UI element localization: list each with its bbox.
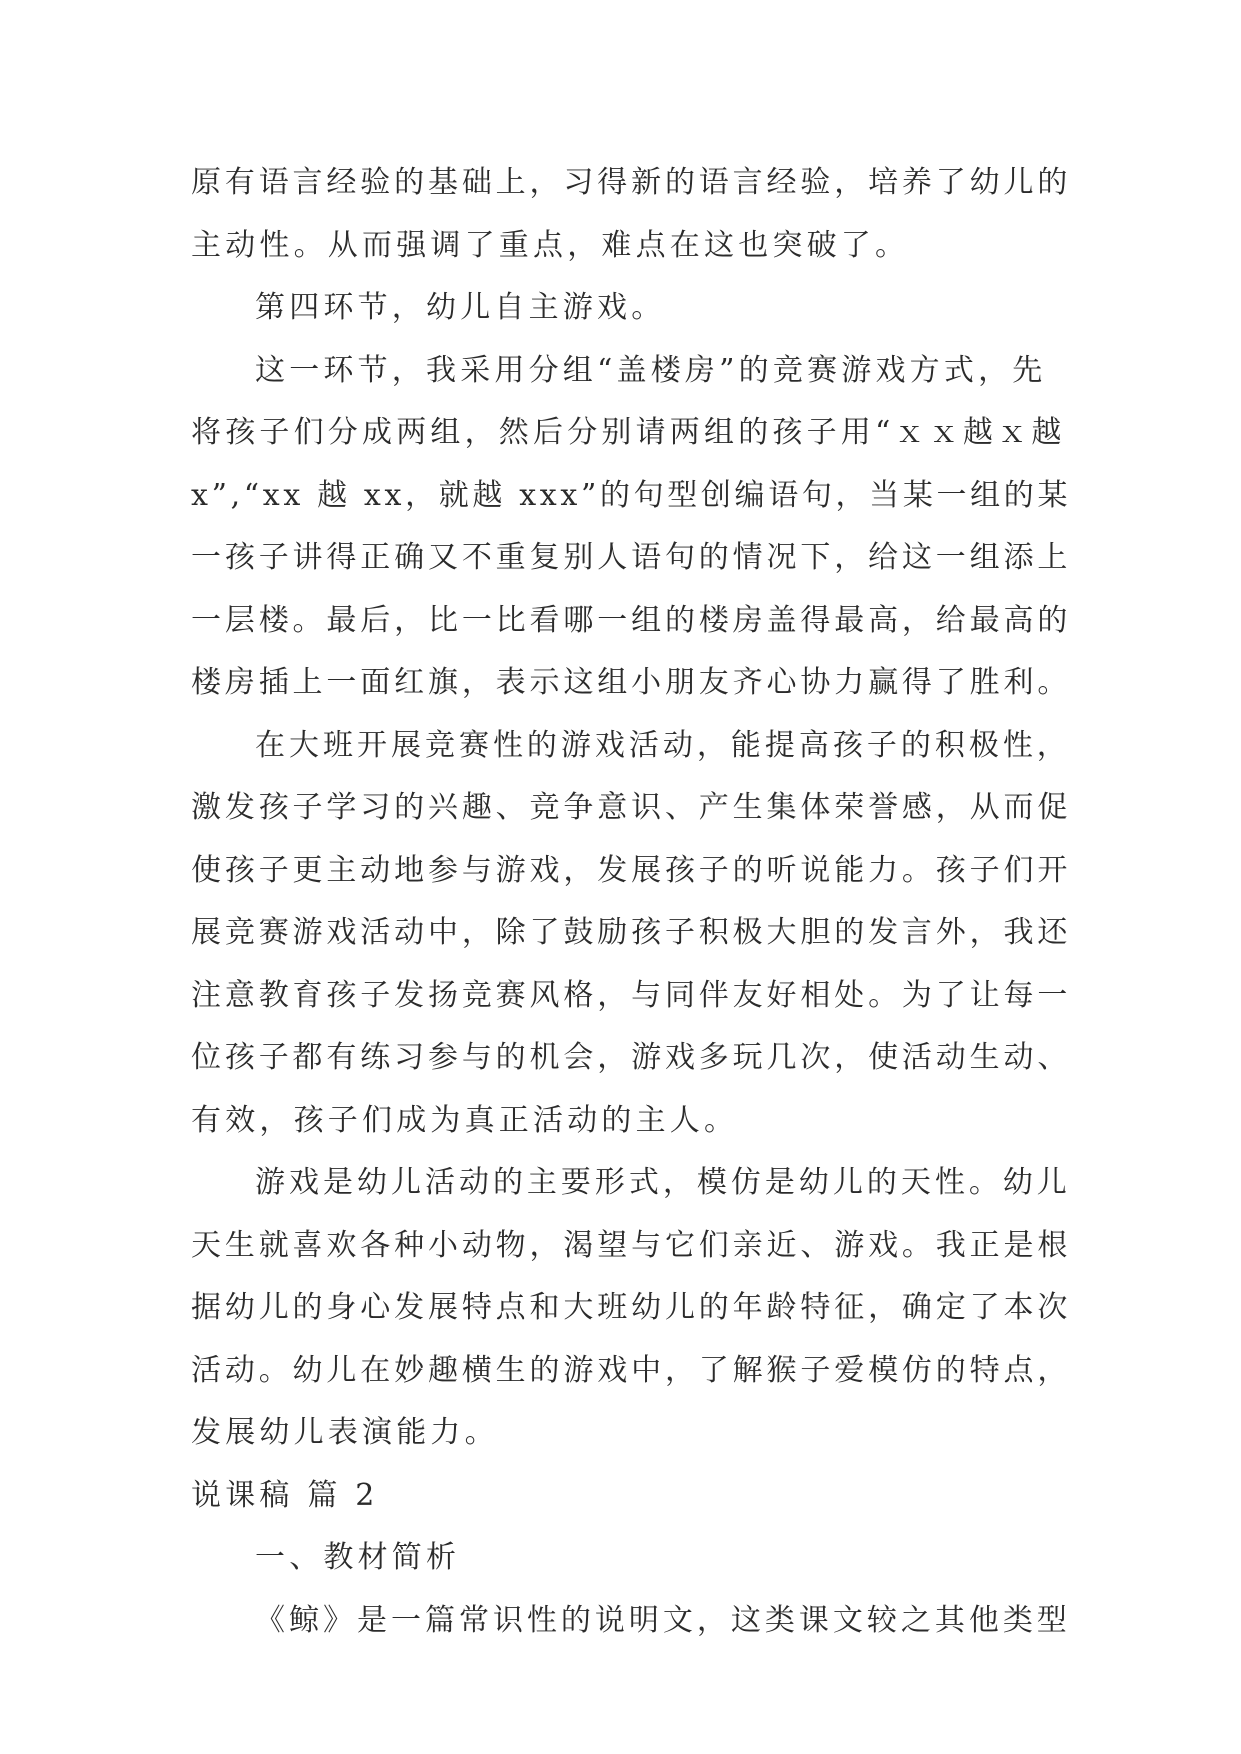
text-line: 一孩子讲得正确又不重复别人语句的情况下，给这一组添上: [191, 540, 1072, 575]
text-line: 活动。幼儿在妙趣横生的游戏中，了解猴子爱模仿的特点，: [191, 1352, 1072, 1388]
text-line: 据幼儿的身心发展特点和大班幼儿的年龄特征，确定了本次: [191, 1290, 1072, 1325]
text-line: 发展幼儿表演能力。: [191, 1415, 499, 1450]
text-line: 使孩子更主动地参与游戏，发展孩子的听说能力。孩子们开: [191, 852, 1072, 888]
text-line: 在大班开展竞赛性的游戏活动，能提高孩子的积极性，: [255, 727, 1071, 763]
text-line: 激发孩子学习的兴趣、竞争意识、产生集体荣誉感，从而促: [191, 790, 1072, 825]
text-line: 将孩子们分成两组，然后分别请两组的孩子用“ｘｘ越ｘ越: [191, 415, 1066, 450]
section-title: 说课稿 篇 2: [191, 1477, 379, 1513]
text-line: 展竞赛游戏活动中，除了鼓励孩子积极大胆的发言外，我还: [191, 915, 1072, 950]
text-line: 天生就喜欢各种小动物，渴望与它们亲近、游戏。我正是根: [191, 1227, 1072, 1263]
section-subheading: 一、教材简析: [255, 1540, 461, 1575]
text-line: 位孩子都有练习参与的机会，游戏多玩几次，使活动生动、: [191, 1040, 1072, 1075]
text-line: 原有语言经验的基础上，习得新的语言经验，培养了幼儿的: [191, 165, 1072, 200]
paragraph-heading: 第四环节，幼儿自主游戏。: [255, 290, 666, 325]
text-line: 注意教育孩子发扬竞赛风格，与同伴友好相处。为了让每一: [191, 977, 1072, 1013]
text-line: 有效，孩子们成为真正活动的主人。: [191, 1102, 739, 1138]
text-line: 楼房插上一面红旗，表示这组小朋友齐心协力赢得了胜利。: [191, 665, 1072, 700]
text-line: 主动性。从而强调了重点，难点在这也突破了。: [191, 227, 910, 263]
text-line: 《鲸》是一篇常识性的说明文，这类课文较之其他类型: [255, 1602, 1071, 1638]
text-line: 一层楼。最后，比一比看哪一组的楼房盖得最高，给最高的: [191, 602, 1072, 638]
text-line: x”,“xx 越 xx，就越 xxx”的句型创编语句，当某一组的某: [191, 477, 1072, 513]
document-body: [191, 152, 1071, 1652]
text-line: 这一环节，我采用分组“盖楼房”的竞赛游戏方式，先: [255, 352, 1047, 388]
text-line: 游戏是幼儿活动的主要形式，模仿是幼儿的天性。幼儿: [255, 1165, 1071, 1200]
